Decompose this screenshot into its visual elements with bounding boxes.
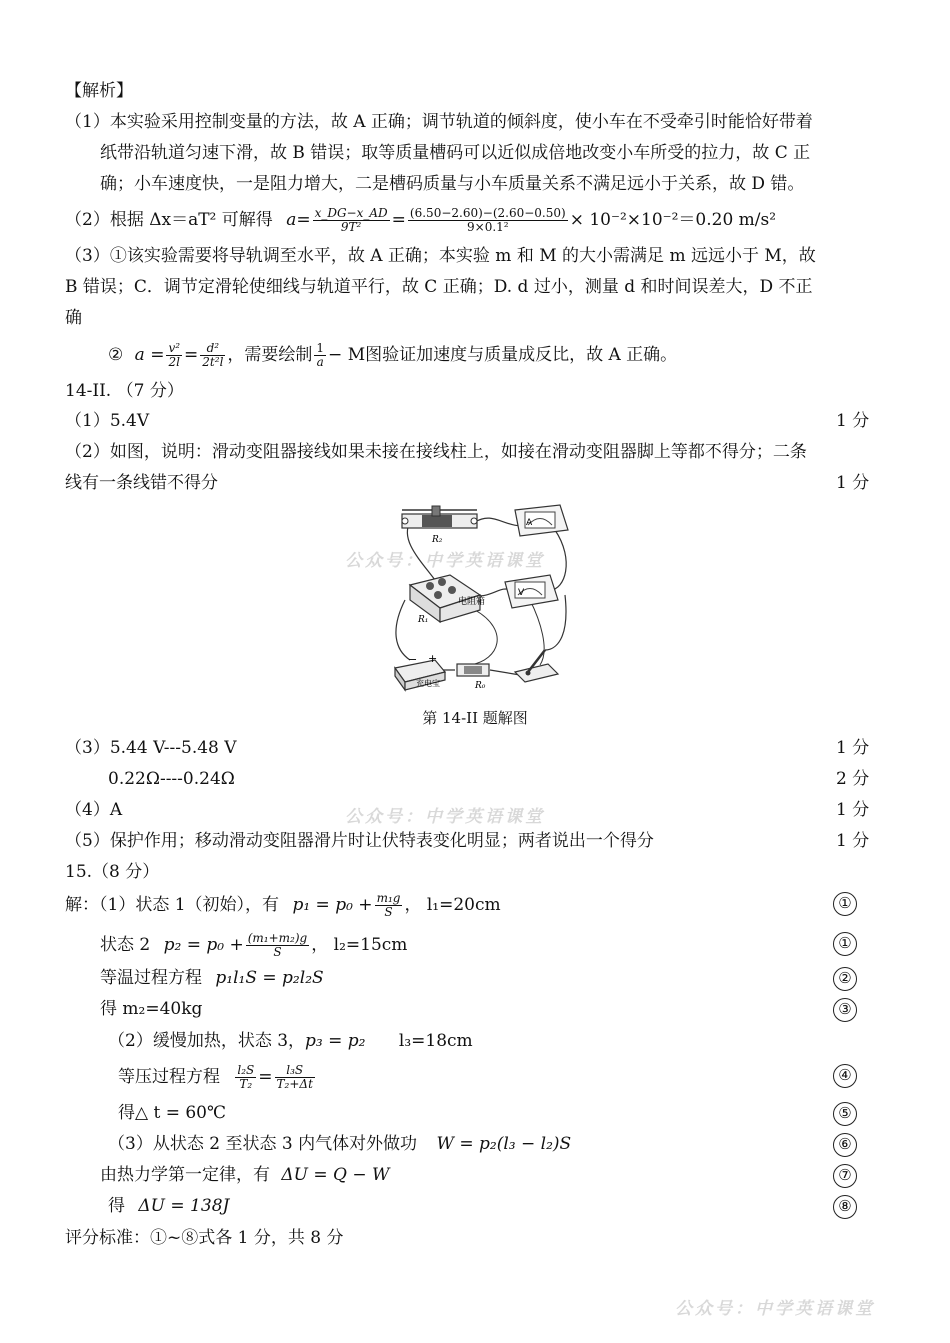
equation-mark-1: ①	[833, 892, 857, 916]
q15-step10-text: 得	[108, 1196, 125, 1216]
equation-mark-4: ④	[833, 1064, 857, 1088]
q15-step3-text: 等温过程方程	[100, 968, 202, 988]
fraction-denominator: 2t²l	[202, 355, 224, 369]
ammeter-label: A	[526, 518, 533, 528]
analysis-p3-2-fraction2	[200, 342, 225, 369]
q15-step6-fraction2	[275, 1064, 315, 1091]
q14-title: 14-II. （7 分）	[65, 381, 184, 401]
analysis-p1-line1: （1）本实验采用控制变量的方法，故 A 正确；调节轨道的倾斜度，使小车在不受牵引时能恰好带着	[65, 112, 813, 132]
analysis-p3-2-text2: − M图验证加速度与质量成反比，故 A 正确。	[328, 345, 678, 365]
analysis-p3-2-fraction3	[314, 342, 326, 369]
q15-step2-text: 状态 2	[100, 935, 151, 955]
wire	[545, 595, 566, 650]
q15-step2-tail: ， l₂=15cm	[311, 935, 408, 955]
q15-step9-eq: ΔU = Q − W	[281, 1165, 390, 1185]
q15-step1-text: 解：（1）状态 1（初始），有	[65, 895, 280, 915]
q15-step9	[100, 1164, 390, 1186]
analysis-heading: 【解析】	[65, 81, 133, 101]
q14-answer3-2-score: 2 分	[836, 769, 870, 789]
ammeter	[515, 505, 568, 536]
analysis-p2-prefix: （2）根据 Δx＝aT² 可解得	[65, 210, 273, 230]
q15-step2-fraction	[246, 932, 309, 959]
r0-label: R₀	[475, 681, 486, 691]
q14-answer3-2: 0.22Ω----0.24Ω	[108, 769, 235, 789]
fraction-numerator: d²	[200, 342, 225, 356]
fraction-numerator: v²	[168, 341, 181, 355]
q15-step1-eq: p₁ = p₀ +	[292, 895, 373, 915]
fraction-numerator: (6.50−2.60)−(2.60−0.50)	[409, 206, 566, 220]
q14-answer4: （4）A	[65, 800, 123, 820]
analysis-p1-line2: 纸带沿轨道匀速下滑，故 B 错误；取等质量槽码可以近似成倍地改变小车所受的拉力，故 C 正	[100, 143, 811, 163]
analysis-p2-fraction1	[313, 207, 390, 234]
plus-sign: +	[428, 652, 438, 665]
fraction-numerator: (m₁+m₂)g	[247, 931, 308, 945]
analysis-p3-2-eq: =	[184, 345, 199, 365]
analysis-p3-line3: 确	[65, 308, 82, 328]
q15-step9-text: 由热力学第一定律，有	[100, 1165, 270, 1185]
resistor-r0	[457, 664, 489, 676]
analysis-p3-2	[108, 342, 677, 369]
analysis-p3-2-a: a =	[134, 345, 165, 365]
watermark-1: 公众号：中学英语课堂	[345, 551, 545, 571]
q14-answer2-score: 1 分	[836, 473, 870, 493]
q15-step8-eq: W = p₂(l₃ − l₂)S	[436, 1134, 572, 1154]
analysis-p2-a: a=	[286, 210, 311, 230]
rheostat-r2	[402, 506, 477, 528]
analysis-p2-eq: =	[391, 210, 406, 230]
q15-step3-eq: p₁l₁S = p₂l₂S	[215, 968, 324, 988]
q15-step1	[65, 892, 501, 919]
q14-answer1: （1）5.4V	[65, 411, 150, 431]
q14-answer1-score: 1 分	[836, 411, 870, 431]
voltmeter-label: V	[518, 588, 525, 598]
q15-step6-fraction1	[235, 1064, 256, 1091]
analysis-p2-suffix: × 10⁻²×10⁻²＝0.20 m/s²	[569, 210, 777, 230]
q15-step5-eq: p₃ = p₂	[305, 1031, 366, 1051]
resistor-box-label: 电阻箱	[458, 597, 486, 607]
q14-answer5-score: 1 分	[836, 831, 870, 851]
grading-criteria: 评分标准：①~⑧式各 1 分，共 8 分	[65, 1228, 344, 1248]
fraction-denominator: T₂+Δt	[276, 1077, 313, 1091]
q15-step8-text: （3）从状态 2 至状态 3 内气体对外做功	[108, 1134, 418, 1154]
fraction-denominator: S	[273, 945, 282, 959]
q14-answer4-score: 1 分	[836, 800, 870, 820]
wire	[470, 610, 497, 665]
r1-label: R₁	[418, 615, 429, 625]
q14-answer2-line1: （2）如图，说明：滑动变阻器接线如果未接在接线柱上，如接在滑动变阻器脚上等都不得分；二条	[65, 442, 807, 462]
q15-title: 15.（8 分）	[65, 862, 160, 882]
fraction-denominator: S	[384, 905, 393, 919]
analysis-p2	[65, 207, 776, 234]
fraction-numerator: m₁g	[376, 891, 401, 905]
q15-step3	[100, 967, 324, 989]
q14-answer3-1-score: 1 分	[836, 738, 870, 758]
fraction-numerator: x_DG−x_AD	[314, 206, 388, 220]
q15-step1-tail: ， l₁=20cm	[404, 895, 501, 915]
q15-step6-eq: =	[258, 1067, 273, 1087]
fraction-denominator: 9T²	[340, 220, 362, 234]
q15-step5	[108, 1030, 473, 1052]
watermark-3: 公众号：中学英语课堂	[675, 1299, 875, 1319]
analysis-p2-fraction2	[408, 207, 568, 234]
fraction-denominator: a	[316, 355, 324, 369]
equation-mark-1b: ①	[833, 932, 857, 956]
wire	[396, 600, 410, 660]
equation-mark-5: ⑤	[833, 1102, 857, 1126]
q15-step7: 得△ t = 60℃	[118, 1103, 227, 1123]
q15-step2	[100, 932, 407, 959]
r2-label: R₂	[432, 535, 443, 545]
fraction-numerator: 1	[316, 341, 325, 355]
voltmeter	[505, 575, 558, 608]
q15-step2-eq: p₂ = p₀ +	[163, 935, 244, 955]
q14-answer3-1: （3）5.44 V---5.48 V	[65, 738, 237, 758]
analysis-p3-2-fraction1	[166, 342, 182, 369]
equation-mark-8: ⑧	[833, 1195, 857, 1219]
switch	[515, 650, 558, 682]
fraction-denominator: 9×0.1²	[467, 220, 509, 234]
analysis-p1-line3: 确；小车速度快，一是阻力增大，二是槽码质量与小车质量关系不满足远小于关系，故 D 错。	[100, 174, 805, 194]
minus-sign: −	[408, 653, 418, 666]
watermark-2: 公众号：中学英语课堂	[345, 807, 545, 827]
analysis-p3-2-text1: ，需要绘制	[227, 345, 313, 365]
analysis-p3-2-prefix: ②	[108, 345, 124, 365]
q15-step5-text: （2）缓慢加热，状态 3，	[108, 1031, 306, 1051]
q15-step10	[108, 1195, 229, 1217]
q15-step6	[118, 1064, 317, 1091]
q14-answer5: （5）保护作用；移动滑动变阻器滑片时让伏特表变化明显；两者说出一个得分	[65, 831, 654, 851]
fraction-numerator: l₃S	[275, 1064, 315, 1078]
q15-step10-eq: ΔU = 138J	[138, 1196, 230, 1216]
equation-mark-2: ②	[833, 967, 857, 991]
figure-caption: 第 14-II 题解图	[422, 709, 528, 727]
q15-step6-text: 等压过程方程	[118, 1067, 220, 1087]
equation-mark-3: ③	[833, 998, 857, 1022]
fraction-denominator: 2l	[168, 355, 180, 369]
analysis-p3-line2: B 错误；C．调节定滑轮使细线与轨道平行，故 C 正确；D. d 过小，测量 d 和时间误差大，D 不正	[65, 277, 813, 297]
q15-step8	[108, 1133, 571, 1155]
analysis-p3-line1: （3）①该实验需要将导轨调至水平，故 A 正确；本实验 m 和 M 的大小需满足 m 远远小于 M，故	[65, 246, 816, 266]
equation-mark-6: ⑥	[833, 1133, 857, 1157]
q14-answer2-line2: 线有一条线错不得分	[65, 473, 218, 493]
q15-step1-fraction	[375, 892, 403, 919]
q15-step5-tail: l₃=18cm	[398, 1031, 473, 1051]
q15-step4: 得 m₂=40kg	[100, 999, 203, 1019]
fraction-denominator: T₂	[239, 1077, 253, 1091]
equation-mark-7: ⑦	[833, 1164, 857, 1188]
circuit-diagram	[380, 500, 580, 695]
power-bank-label: 充电宝	[416, 679, 440, 688]
fraction-numerator: l₂S	[237, 1063, 255, 1077]
